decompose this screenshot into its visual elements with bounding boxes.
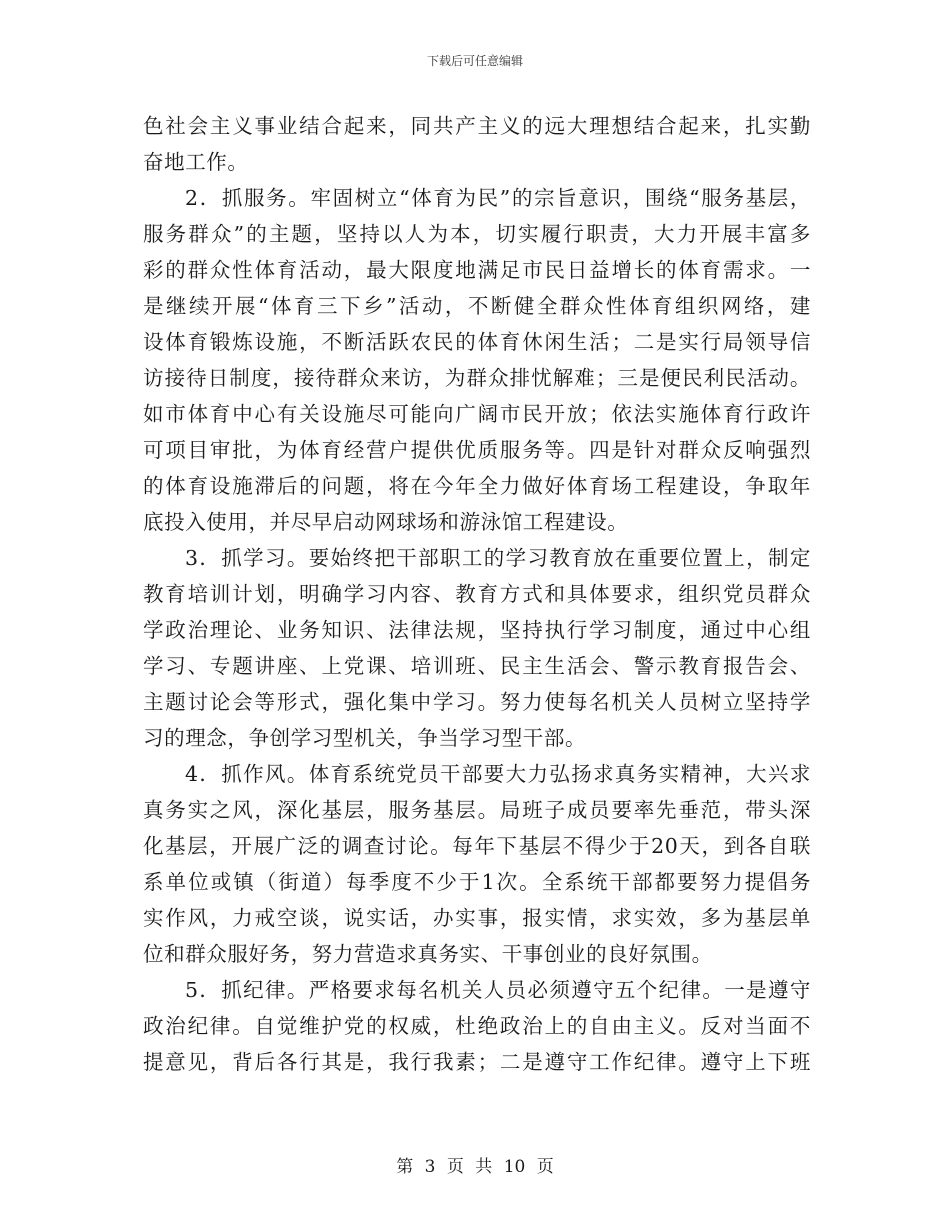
- text-line: 化基层，开展广泛的调查讨论。每年下基层不得少于20天，到各自联: [143, 834, 811, 858]
- text-line: 是继续开展“体育三下乡”活动，不断健全群众性体育组织网络，建: [143, 294, 811, 318]
- text-line: 习的理念，争创学习型机关，争当学习型干部。: [143, 726, 587, 750]
- text-line: 设体育锻炼设施，不断活跃农民的体育休闲生活；二是实行局领导信: [143, 330, 811, 354]
- text-line: 色社会主义事业结合起来，同共产主义的远大理想结合起来，扎实勤: [143, 114, 811, 138]
- page-header-note: 下载后可任意编辑: [426, 54, 523, 68]
- text-line: 底投入使用，并尽早启动网球场和游泳馆工程建设。: [143, 510, 629, 534]
- text-line: 访接待日制度，接待群众来访，为群众排忧解难；三是便民利民活动。: [143, 366, 811, 390]
- text-line: 系单位或镇（街道）每季度不少于1次。全系统干部都要努力提倡务: [143, 870, 811, 894]
- text-line: 可项目审批，为体育经营户提供优质服务等。四是针对群众反响强烈: [143, 438, 811, 462]
- paragraph-start-line: 4．抓作风。体育系统党员干部要大力弘扬求真务实精神，大兴求: [185, 762, 811, 786]
- text-line: 真务实之风，深化基层，服务基层。局班子成员要率先垂范，带头深: [143, 798, 811, 822]
- text-line: 实作风，力戒空谈，说实话，办实事，报实情，求实效，多为基层单: [143, 906, 811, 930]
- text-line: 的体育设施滞后的问题，将在今年全力做好体育场工程建设，争取年: [143, 474, 811, 498]
- paragraph-start-line: 5．抓纪律。严格要求每名机关人员必须遵守五个纪律。一是遵守: [185, 978, 811, 1002]
- text-line: 学政治理论、业务知识、法律法规，坚持执行学习制度，通过中心组: [143, 618, 811, 642]
- text-line: 学习、专题讲座、上党课、培训班、民主生活会、警示教育报告会、: [143, 654, 811, 678]
- page-number: 第 3 页 共 10 页: [396, 1157, 554, 1177]
- paragraph-start-line: 3．抓学习。要始终把干部职工的学习教育放在重要位置上，制定: [185, 546, 811, 570]
- paragraph-start-line: 2．抓服务。牢固树立“体育为民”的宗旨意识，围绕“服务基层，: [185, 186, 811, 210]
- text-line: 服务群众”的主题，坚持以人为本，切实履行职责，大力开展丰富多: [143, 222, 811, 246]
- text-line: 位和群众服好务，努力营造求真务实、干事创业的良好氛围。: [143, 942, 713, 966]
- text-line: 政治纪律。自觉维护党的权威，杜绝政治上的自由主义。反对当面不: [143, 1014, 811, 1038]
- text-line: 主题讨论会等形式，强化集中学习。努力使每名机关人员树立坚持学: [143, 690, 811, 714]
- text-line: 提意见，背后各行其是，我行我素；二是遵守工作纪律。遵守上下班: [143, 1050, 811, 1074]
- document-body: [143, 108, 811, 1080]
- text-line: 彩的群众性体育活动，最大限度地满足市民日益增长的体育需求。一: [143, 258, 811, 282]
- text-line: 奋地工作。: [143, 150, 249, 174]
- text-line: 如市体育中心有关设施尽可能向广阔市民开放；依法实施体育行政许: [143, 402, 811, 426]
- text-line: 教育培训计划，明确学习内容、教育方式和具体要求，组织党员群众: [143, 582, 811, 606]
